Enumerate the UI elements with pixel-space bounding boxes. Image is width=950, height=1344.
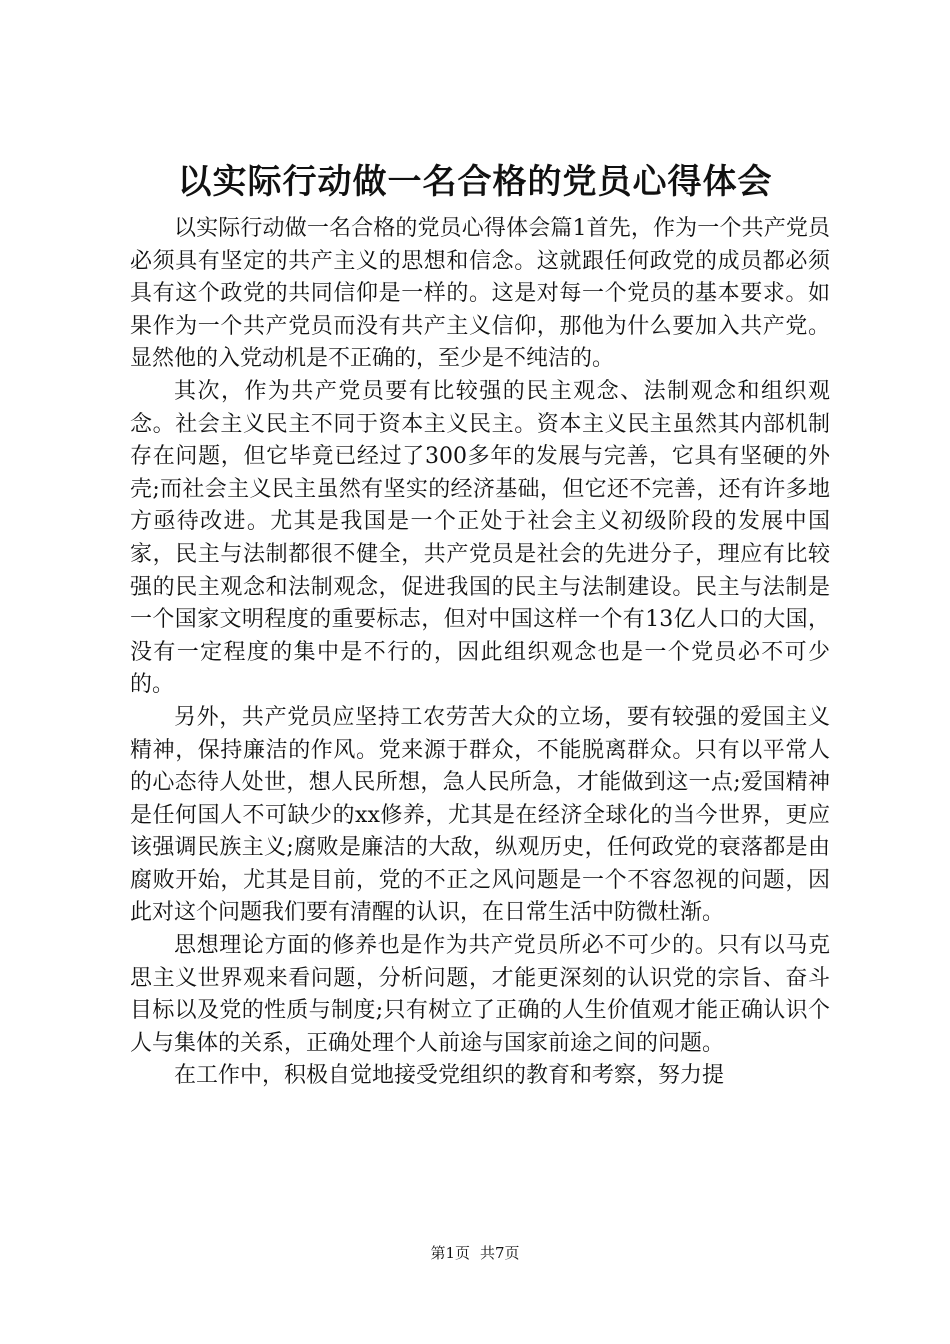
paragraph: 另外，共产党员应坚持工农劳苦大众的立场，要有较强的爱国主义精神，保持廉洁的作风。党来源于群众，不能脱离群众。只有以平常人的心态待人处世，想人民所想，急人民所急，才能做到这一点;爱国精神是任何国人不可缺少的xx修养，尤其是在经济全球化的当今世界，更应该强调民族主义;腐败是廉洁的大敌，纵观历史，任何政党的衰落都是由腐败开始，尤其是目前，党的不正之风问题是一个不容忽视的问题，因此对这个问题我们要有清醒的认识，在日常生活中防微杜渐。 [130,704,830,926]
paragraph: 其次，作为共产党员要有比较强的民主观念、法制观念和组织观念。社会主义民主不同于资本主义民主。资本主义民主虽然其内部机制存在问题，但它毕竟已经过了300多年的发展与完善，它具有坚硬的外壳;而社会主义民主虽然有坚实的经济基础，但它还不完善，还有许多地方亟待改进。尤其是我国是一个正处于社会主义初级阶段的发展中国家，民主与法制都很不健全，共产党员是社会的先进分子，理应有比较强的民主观念和法制观念，促进我国的民主与法制建设。民主与法制是一个国家文明程度的重要标志，但对中国这样一个有13亿人口的大国，没有一定程度的集中是不行的，因此组织观念也是一个党员必不可少的。 [130,378,830,698]
page-number: 第1页 [430,1244,470,1262]
paragraph: 以实际行动做一名合格的党员心得体会篇1首先，作为一个共产党员必须具有坚定的共产主义的思想和信念。这就跟任何政党的成员都必须具有这个政党的共同信仰是一样的。这是对每一个党员的基本要求。如果作为一个共产党员而没有共产主义信仰，那他为什么要加入共产党。显然他的入党动机是不正确的，至少是不纯洁的。 [130,216,830,372]
document-title: 以实际行动做一名合格的党员心得体会 [177,162,773,202]
page-total: 共7页 [480,1244,520,1262]
paragraph: 思想理论方面的修养也是作为共产党员所必不可少的。只有以马克思主义世界观来看问题，分析问题，才能更深刻的认识党的宗旨、奋斗目标以及党的性质与制度;只有树立了正确的人生价值观才能正确认识个人与集体的关系，正确处理个人前途与国家前途之间的问题。 [130,933,830,1056]
page-footer [0,1243,950,1263]
paragraph: 在工作中，积极自觉地接受党组织的教育和考察，努力提 [174,1063,725,1089]
document-body [130,213,830,1093]
